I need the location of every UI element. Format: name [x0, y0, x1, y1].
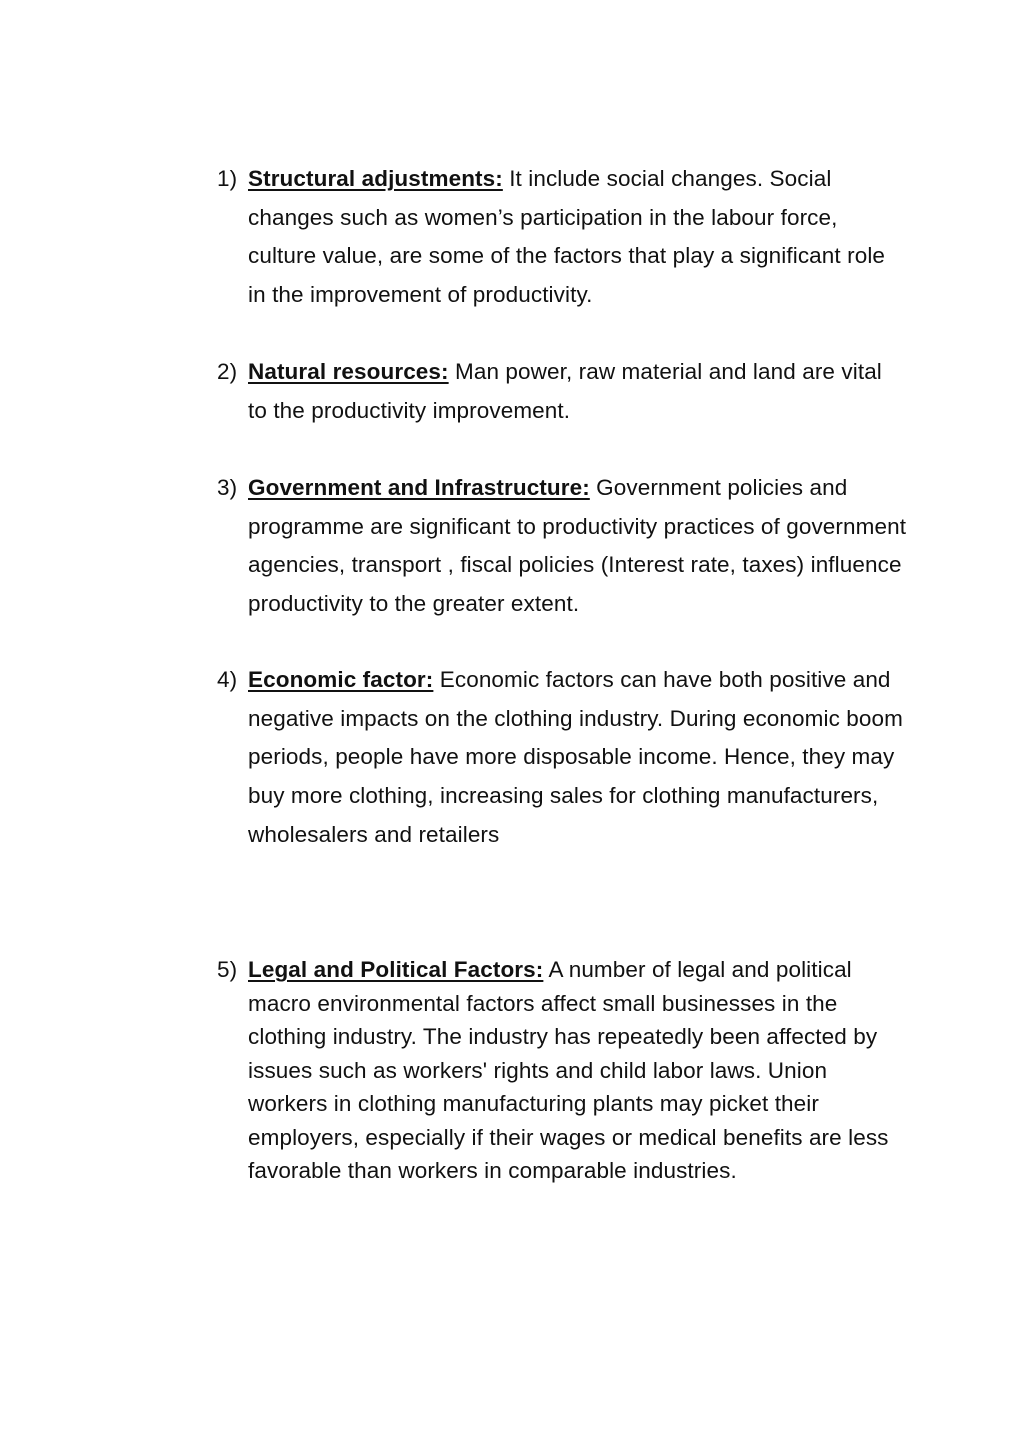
list-item-economic-factor [217, 661, 907, 855]
list-item-heading: Structural adjustments: [248, 166, 503, 191]
list-item-number: 5) [217, 957, 238, 982]
list-item-body [248, 160, 907, 315]
list-item-government-infrastructure [217, 469, 907, 624]
list-item-body [248, 953, 907, 1188]
list-item-body [248, 469, 907, 624]
list-item-natural-resources [217, 353, 907, 430]
list-item-heading: Economic factor: [248, 667, 434, 692]
list-item-number: 2) [217, 359, 238, 384]
list-item-text: Government policies and programme are significant to productivity practices of government agencies, transport , fiscal policies (Interest rate, taxes) influence productivity to the greater extent. [248, 475, 907, 617]
list-item-text: It include social changes. Social changes such as women’s participation in the labour force, culture value, are some of the factors that play a significant role in the improvement of productivity. [248, 166, 886, 308]
list-item-number: 1) [217, 166, 238, 191]
list-item-text: Economic factors can have both positive and negative impacts on the clothing industry. During economic boom periods, people have more disposable income. Hence, they may buy more clothing, increasing sales for clothing manufacturers, wholesalers and retailers [248, 667, 903, 847]
list-item-number: 4) [217, 667, 238, 692]
list-item-body [248, 661, 907, 855]
list-item-number: 3) [217, 475, 238, 500]
list-item-heading: Natural resources: [248, 359, 449, 384]
list-item-legal-political-factors [217, 953, 907, 1188]
list-item-heading: Government and Infrastructure: [248, 475, 590, 500]
list-item-structural-adjustments [217, 160, 907, 315]
list-item-heading: Legal and Political Factors: [248, 957, 544, 982]
list-item-body [248, 353, 907, 430]
list-item-text: A number of legal and political macro environmental factors affect small businesses in the clothing industry. The industry has repeatedly been affected by issues such as workers' rights and child labor laws. Union workers in clothing manufacturing plants may picket their employers, especially if their wages or medical benefits are less favorable than workers in comparable industries. [248, 957, 889, 1183]
list-item-text: Man power, raw material and land are vital to the productivity improvement. [248, 359, 882, 423]
